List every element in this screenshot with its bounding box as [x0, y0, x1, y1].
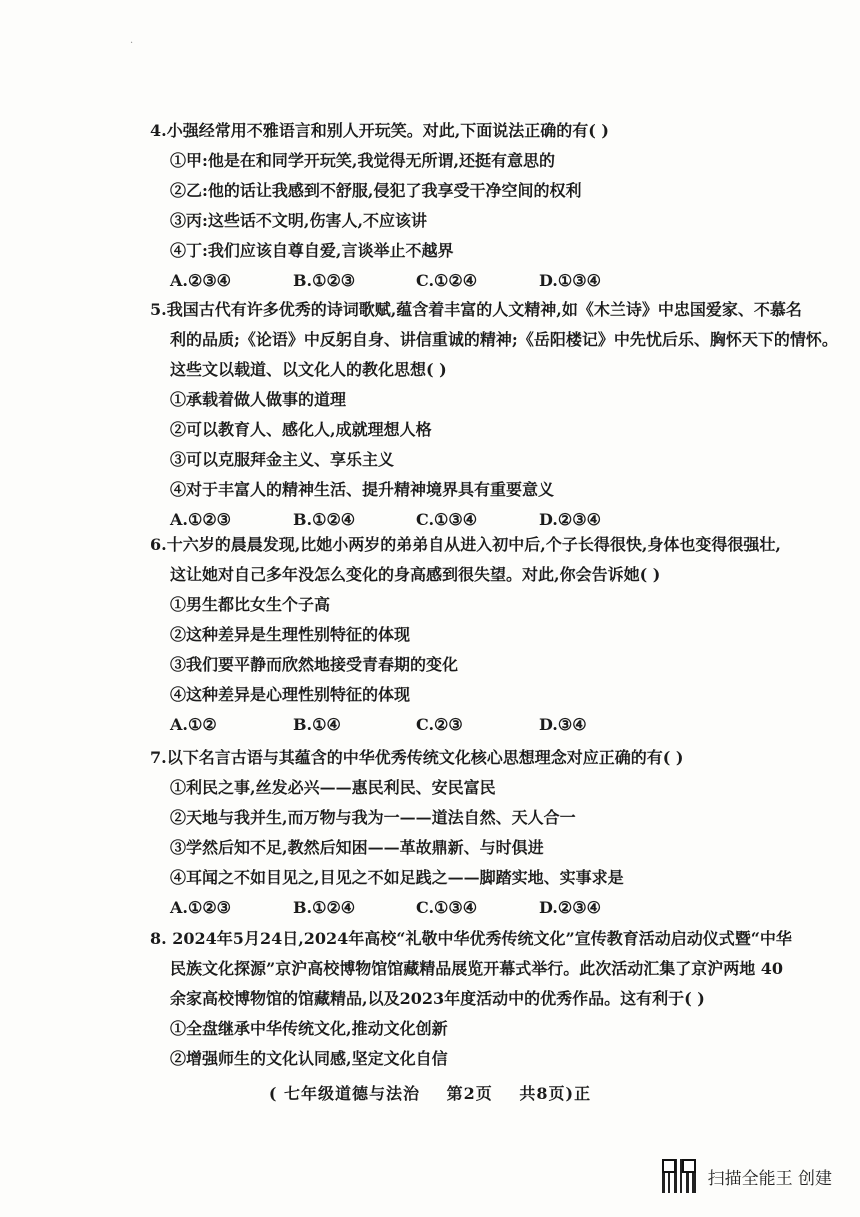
page-footer — [0, 1081, 860, 1104]
choice-d: D.②③④ — [539, 510, 601, 529]
question-4-stem: 4.小强经常用不雅语言和别人开玩笑。对此,下面说法正确的有( ) — [150, 121, 609, 140]
footer-page-number: 第2页 — [446, 1084, 493, 1103]
choice-a: A.①②③ — [170, 510, 232, 529]
question-7-option-2: ②天地与我并生,而万物与我为一——道法自然、天人合一 — [170, 808, 576, 827]
question-7-option-4: ④耳闻之不如目见之,目见之不如足践之——脚踏实地、实事求是 — [170, 868, 624, 887]
choice-c: C.①③④ — [416, 898, 478, 917]
question-5-stem-line-3: 这些文以载道、以文化人的教化思想( ) — [170, 360, 447, 379]
watermark-text: 扫描全能王 创建 — [707, 1168, 832, 1189]
question-6-stem-line-1: 6.十六岁的晨晨发现,比她小两岁的弟弟自从进入初中后,个子长得很快,身体也变得很强壮, — [150, 535, 781, 554]
question-4-option-2: ②乙:他的话让我感到不舒服,侵犯了我享受干净空间的权利 — [170, 181, 582, 200]
choice-d: D.①③④ — [539, 271, 601, 290]
choice-c: C.①③④ — [416, 510, 478, 529]
question-8-stem-line-3: 余家高校博物馆的馆藏精品,以及2023年度活动中的优秀作品。这有利于( ) — [170, 989, 705, 1008]
question-4-option-3: ③丙:这些话不文明,伤害人,不应该讲 — [170, 211, 428, 230]
choice-a: A.②③④ — [170, 271, 232, 290]
scan-mark: · — [130, 38, 134, 49]
question-6-option-2: ②这种差异是生理性别特征的体现 — [170, 625, 411, 644]
question-5-stem-line-1: 5.我国古代有许多优秀的诗词歌赋,蕴含着丰富的人文精神,如《木兰诗》中忠国爱家、不慕名 — [150, 300, 802, 319]
footer-total-pages: 共8页)正 — [519, 1084, 592, 1103]
question-6-option-3: ③我们要平静而欣然地接受青春期的变化 — [170, 655, 459, 674]
choice-b: B.①②③ — [293, 271, 356, 290]
choice-b: B.①②④ — [293, 510, 356, 529]
scanner-watermark — [662, 1159, 832, 1193]
question-6 — [150, 530, 780, 740]
question-5 — [150, 295, 838, 535]
question-6-option-4: ④这种差异是心理性别特征的体现 — [170, 685, 411, 704]
question-5-option-2: ②可以教育人、感化人,成就理想人格 — [170, 420, 432, 439]
choice-d: D.③④ — [539, 715, 587, 734]
question-5-option-1: ①承载着做人做事的道理 — [170, 390, 347, 409]
question-8-option-2: ②增强师生的文化认同感,坚定文化自信 — [170, 1049, 448, 1068]
choice-a: A.①②③ — [170, 898, 232, 917]
question-4 — [150, 116, 780, 296]
choice-c: C.②③ — [416, 715, 463, 734]
question-7-stem: 7.以下名言古语与其蕴含的中华优秀传统文化核心思想理念对应正确的有( ) — [150, 748, 684, 767]
question-8-stem-line-1: 8. 2024年5月24日,2024年高校“礼敬中华优秀传统文化”宣传教育活动启动仪式暨“中华 — [150, 929, 792, 948]
qr-code-icon — [662, 1159, 696, 1193]
question-4-option-1: ①甲:他是在和同学开玩笑,我觉得无所谓,还挺有意思的 — [170, 151, 556, 170]
question-8 — [150, 924, 792, 1074]
question-8-stem-line-2: 民族文化探源”京沪高校博物馆馆藏精品展览开幕式举行。此次活动汇集了京沪两地 40 — [170, 959, 784, 978]
question-7-choices — [150, 893, 780, 923]
question-6-option-1: ①男生都比女生个子高 — [170, 595, 331, 614]
question-7-option-1: ①利民之事,丝发必兴——惠民利民、安民富民 — [170, 778, 496, 797]
question-5-option-4: ④对于丰富人的精神生活、提升精神境界具有重要意义 — [170, 480, 555, 499]
choice-d: D.②③④ — [539, 898, 601, 917]
question-4-choices — [150, 266, 780, 296]
choice-b: B.①④ — [293, 715, 341, 734]
question-6-choices — [150, 710, 780, 740]
question-5-option-3: ③可以克服拜金主义、享乐主义 — [170, 450, 395, 469]
choice-b: B.①②④ — [293, 898, 356, 917]
question-6-stem-line-2: 这让她对自己多年没怎么变化的身高感到很失望。对此,你会告诉她( ) — [170, 565, 661, 584]
question-5-stem-line-2: 利的品质;《论语》中反躬自身、讲信重诚的精神;《岳阳楼记》中先忧后乐、胸怀天下的情怀。 — [170, 330, 838, 349]
question-4-option-4: ④丁:我们应该自尊自爱,言谈举止不越界 — [170, 241, 454, 260]
choice-c: C.①②④ — [416, 271, 478, 290]
question-8-option-1: ①全盘继承中华传统文化,推动文化创新 — [170, 1019, 448, 1038]
choice-a: A.①② — [170, 715, 217, 734]
question-7 — [150, 743, 780, 923]
footer-subject: ( 七年级道德与法治 — [268, 1084, 421, 1103]
question-7-option-3: ③学然后知不足,教然后知困——革故鼎新、与时俱进 — [170, 838, 544, 857]
